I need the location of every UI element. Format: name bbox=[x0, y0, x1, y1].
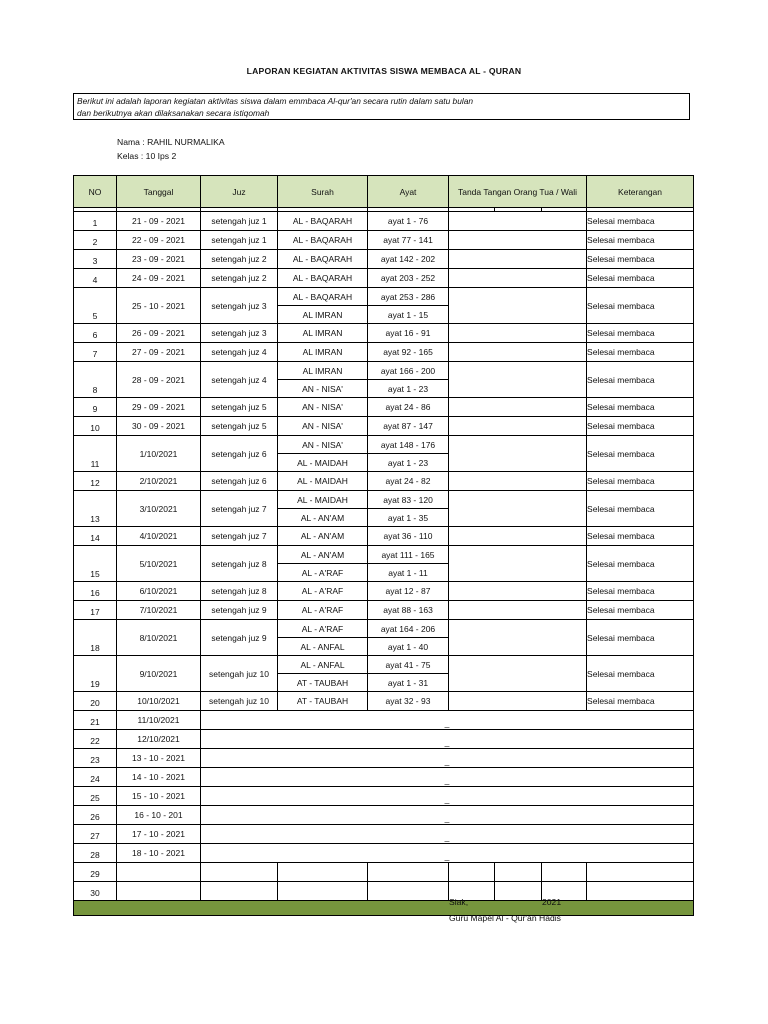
cell-surah: AL - BAQARAH bbox=[278, 231, 368, 250]
cell-tanggal: 25 - 10 - 2021 bbox=[117, 288, 201, 324]
cell-ayat: ayat 1 - 15 bbox=[368, 306, 449, 324]
cell-keterangan: Selesai membaca bbox=[587, 398, 694, 417]
cell-blank bbox=[117, 863, 201, 882]
table-row bbox=[74, 472, 694, 491]
cell-blank bbox=[587, 882, 694, 901]
cell-no: 2 bbox=[74, 231, 117, 250]
cell-blank bbox=[449, 863, 495, 882]
cell-tanggal: 3/10/2021 bbox=[117, 491, 201, 527]
cell-ayat: ayat 32 - 93 bbox=[368, 692, 449, 711]
cell-surah: AL - ANFAL bbox=[278, 638, 368, 656]
cell-juz: setengah juz 9 bbox=[201, 601, 278, 620]
cell-keterangan: Selesai membaca bbox=[587, 692, 694, 711]
cell-surah: AN - NISA' bbox=[278, 380, 368, 398]
cell-no: 25 bbox=[74, 787, 117, 806]
cell-tanggal: 13 - 10 - 2021 bbox=[117, 749, 201, 768]
table-header-row bbox=[74, 176, 694, 208]
cell-merged-blank: _ bbox=[201, 768, 694, 787]
cell-tanda-tangan bbox=[449, 343, 587, 362]
cell-tanggal: 22 - 09 - 2021 bbox=[117, 231, 201, 250]
cell-no: 23 bbox=[74, 749, 117, 768]
cell-surah: AL - A'RAF bbox=[278, 620, 368, 638]
intro-line-2: dan berikutnya akan dilaksanakan secara istiqomah bbox=[77, 108, 270, 118]
cell-no: 7 bbox=[74, 343, 117, 362]
cell-ayat: ayat 148 - 176 bbox=[368, 436, 449, 454]
cell-no: 30 bbox=[74, 882, 117, 901]
cell-no: 18 bbox=[74, 620, 117, 656]
cell-no: 1 bbox=[74, 212, 117, 231]
cell-ayat: ayat 1 - 31 bbox=[368, 674, 449, 692]
table-row bbox=[74, 250, 694, 269]
cell-no: 26 bbox=[74, 806, 117, 825]
cell-ayat: ayat 24 - 82 bbox=[368, 472, 449, 491]
cell-ayat: ayat 166 - 200 bbox=[368, 362, 449, 380]
header-tanda-tangan: Tanda Tangan Orang Tua / Wali bbox=[449, 176, 587, 208]
cell-ayat: ayat 36 - 110 bbox=[368, 527, 449, 546]
cell-surah: AL - AN'AM bbox=[278, 527, 368, 546]
table-row bbox=[74, 787, 694, 806]
cell-keterangan: Selesai membaca bbox=[587, 656, 694, 692]
cell-juz: setengah juz 2 bbox=[201, 250, 278, 269]
cell-tanda-tangan bbox=[449, 269, 587, 288]
table-row bbox=[74, 601, 694, 620]
cell-juz: setengah juz 1 bbox=[201, 212, 278, 231]
signature-year: 2021 bbox=[542, 897, 562, 907]
cell-tanda-tangan bbox=[449, 601, 587, 620]
cell-no: 12 bbox=[74, 472, 117, 491]
cell-ayat: ayat 164 - 206 bbox=[368, 620, 449, 638]
cell-keterangan: Selesai membaca bbox=[587, 417, 694, 436]
table-row bbox=[74, 768, 694, 787]
cell-juz: setengah juz 4 bbox=[201, 362, 278, 398]
cell-tanggal: 21 - 09 - 2021 bbox=[117, 212, 201, 231]
cell-tanggal: 7/10/2021 bbox=[117, 601, 201, 620]
reading-report-table bbox=[73, 175, 694, 916]
cell-surah: AL - BAQARAH bbox=[278, 250, 368, 269]
cell-no: 29 bbox=[74, 863, 117, 882]
cell-juz: setengah juz 2 bbox=[201, 269, 278, 288]
cell-tanggal: 11/10/2021 bbox=[117, 711, 201, 730]
cell-blank bbox=[542, 863, 587, 882]
cell-merged-blank: _ bbox=[201, 711, 694, 730]
table-row bbox=[74, 288, 694, 306]
cell-no: 10 bbox=[74, 417, 117, 436]
cell-ayat: ayat 83 - 120 bbox=[368, 491, 449, 509]
table-row bbox=[74, 749, 694, 768]
cell-tanda-tangan bbox=[449, 491, 587, 527]
table-row bbox=[74, 656, 694, 674]
cell-blank bbox=[201, 882, 278, 901]
cell-tanda-tangan bbox=[449, 250, 587, 269]
cell-juz: setengah juz 6 bbox=[201, 472, 278, 491]
header-tanggal: Tanggal bbox=[117, 176, 201, 208]
cell-no: 21 bbox=[74, 711, 117, 730]
header-surah: Surah bbox=[278, 176, 368, 208]
cell-blank bbox=[368, 863, 449, 882]
table-row bbox=[74, 417, 694, 436]
table-row bbox=[74, 546, 694, 564]
cell-keterangan: Selesai membaca bbox=[587, 231, 694, 250]
cell-ayat: ayat 1 - 40 bbox=[368, 638, 449, 656]
student-info bbox=[117, 135, 225, 163]
cell-surah: AL IMRAN bbox=[278, 343, 368, 362]
cell-tanggal: 24 - 09 - 2021 bbox=[117, 269, 201, 288]
cell-surah: AN - NISA' bbox=[278, 417, 368, 436]
cell-tanggal: 6/10/2021 bbox=[117, 582, 201, 601]
cell-keterangan: Selesai membaca bbox=[587, 601, 694, 620]
cell-surah: AL IMRAN bbox=[278, 362, 368, 380]
cell-tanggal: 15 - 10 - 2021 bbox=[117, 787, 201, 806]
cell-keterangan: Selesai membaca bbox=[587, 582, 694, 601]
cell-juz: setengah juz 7 bbox=[201, 527, 278, 546]
cell-no: 24 bbox=[74, 768, 117, 787]
cell-ayat: ayat 88 - 163 bbox=[368, 601, 449, 620]
cell-no: 16 bbox=[74, 582, 117, 601]
cell-surah: AL IMRAN bbox=[278, 306, 368, 324]
cell-juz: setengah juz 6 bbox=[201, 436, 278, 472]
table-row bbox=[74, 844, 694, 863]
footer-bar-cell bbox=[74, 901, 694, 916]
cell-tanda-tangan bbox=[449, 212, 587, 231]
cell-tanggal: 10/10/2021 bbox=[117, 692, 201, 711]
cell-tanda-tangan bbox=[449, 582, 587, 601]
table-row bbox=[74, 882, 694, 901]
cell-blank bbox=[201, 863, 278, 882]
cell-keterangan: Selesai membaca bbox=[587, 288, 694, 324]
table-row bbox=[74, 269, 694, 288]
cell-surah: AL IMRAN bbox=[278, 324, 368, 343]
cell-juz: setengah juz 10 bbox=[201, 692, 278, 711]
table-row bbox=[74, 730, 694, 749]
student-name: Nama : RAHIL NURMALIKA bbox=[117, 137, 225, 147]
cell-keterangan: Selesai membaca bbox=[587, 324, 694, 343]
cell-surah: AT - TAUBAH bbox=[278, 692, 368, 711]
cell-keterangan: Selesai membaca bbox=[587, 250, 694, 269]
cell-ayat: ayat 1 - 11 bbox=[368, 564, 449, 582]
cell-keterangan: Selesai membaca bbox=[587, 362, 694, 398]
cell-tanda-tangan bbox=[449, 436, 587, 472]
cell-no: 20 bbox=[74, 692, 117, 711]
cell-no: 14 bbox=[74, 527, 117, 546]
cell-surah: AL - MAIDAH bbox=[278, 472, 368, 491]
cell-merged-blank: _ bbox=[201, 844, 694, 863]
cell-no: 15 bbox=[74, 546, 117, 582]
cell-juz: setengah juz 5 bbox=[201, 417, 278, 436]
cell-no: 3 bbox=[74, 250, 117, 269]
cell-tanggal: 4/10/2021 bbox=[117, 527, 201, 546]
cell-tanggal: 17 - 10 - 2021 bbox=[117, 825, 201, 844]
table-row bbox=[74, 343, 694, 362]
cell-blank bbox=[278, 863, 368, 882]
cell-juz: setengah juz 1 bbox=[201, 231, 278, 250]
cell-juz: setengah juz 8 bbox=[201, 582, 278, 601]
cell-ayat: ayat 77 - 141 bbox=[368, 231, 449, 250]
cell-tanda-tangan bbox=[449, 656, 587, 692]
cell-surah: AL - A'RAF bbox=[278, 582, 368, 601]
cell-merged-blank: _ bbox=[201, 825, 694, 844]
cell-tanggal: 9/10/2021 bbox=[117, 656, 201, 692]
header-ayat: Ayat bbox=[368, 176, 449, 208]
cell-juz: setengah juz 5 bbox=[201, 398, 278, 417]
cell-tanda-tangan bbox=[449, 692, 587, 711]
cell-tanda-tangan bbox=[449, 417, 587, 436]
table-row bbox=[74, 436, 694, 454]
cell-keterangan: Selesai membaca bbox=[587, 343, 694, 362]
cell-ayat: ayat 92 - 165 bbox=[368, 343, 449, 362]
cell-ayat: ayat 1 - 23 bbox=[368, 454, 449, 472]
table-row bbox=[74, 620, 694, 638]
cell-blank bbox=[117, 882, 201, 901]
cell-keterangan: Selesai membaca bbox=[587, 546, 694, 582]
cell-tanda-tangan bbox=[449, 324, 587, 343]
cell-merged-blank: _ bbox=[201, 749, 694, 768]
cell-tanggal: 28 - 09 - 2021 bbox=[117, 362, 201, 398]
cell-surah: AL - BAQARAH bbox=[278, 288, 368, 306]
header-juz: Juz bbox=[201, 176, 278, 208]
cell-surah: AL - MAIDAH bbox=[278, 491, 368, 509]
table-footer-bar bbox=[74, 901, 694, 916]
cell-keterangan: Selesai membaca bbox=[587, 491, 694, 527]
cell-blank bbox=[368, 882, 449, 901]
cell-juz: setengah juz 7 bbox=[201, 491, 278, 527]
cell-tanggal: 5/10/2021 bbox=[117, 546, 201, 582]
cell-tanggal: 18 - 10 - 2021 bbox=[117, 844, 201, 863]
cell-blank bbox=[278, 882, 368, 901]
cell-no: 27 bbox=[74, 825, 117, 844]
table-row bbox=[74, 324, 694, 343]
cell-ayat: ayat 16 - 91 bbox=[368, 324, 449, 343]
cell-surah: AL - BAQARAH bbox=[278, 269, 368, 288]
cell-tanda-tangan bbox=[449, 620, 587, 656]
cell-ayat: ayat 142 - 202 bbox=[368, 250, 449, 269]
cell-tanggal: 29 - 09 - 2021 bbox=[117, 398, 201, 417]
table-row bbox=[74, 692, 694, 711]
header-no: NO bbox=[74, 176, 117, 208]
cell-surah: AL - AN'AM bbox=[278, 546, 368, 564]
cell-surah: AN - NISA' bbox=[278, 398, 368, 417]
cell-surah: AL - BAQARAH bbox=[278, 212, 368, 231]
cell-keterangan: Selesai membaca bbox=[587, 472, 694, 491]
cell-tanda-tangan bbox=[449, 231, 587, 250]
cell-ayat: ayat 87 - 147 bbox=[368, 417, 449, 436]
cell-tanda-tangan bbox=[449, 472, 587, 491]
cell-surah: AN - NISA' bbox=[278, 436, 368, 454]
cell-juz: setengah juz 3 bbox=[201, 288, 278, 324]
table-row bbox=[74, 231, 694, 250]
table-row bbox=[74, 362, 694, 380]
cell-no: 28 bbox=[74, 844, 117, 863]
cell-ayat: ayat 253 - 286 bbox=[368, 288, 449, 306]
intro-line-1: Berikut ini adalah laporan kegiatan aktivitas siswa dalam emmbaca Al-qur'an secara rutin dalam satu bulan bbox=[77, 96, 474, 106]
cell-tanggal: 2/10/2021 bbox=[117, 472, 201, 491]
cell-tanda-tangan bbox=[449, 362, 587, 398]
cell-tanda-tangan bbox=[449, 288, 587, 324]
cell-keterangan: Selesai membaca bbox=[587, 269, 694, 288]
cell-no: 19 bbox=[74, 656, 117, 692]
cell-no: 6 bbox=[74, 324, 117, 343]
cell-no: 9 bbox=[74, 398, 117, 417]
cell-juz: setengah juz 8 bbox=[201, 546, 278, 582]
cell-juz: setengah juz 4 bbox=[201, 343, 278, 362]
cell-merged-blank: _ bbox=[201, 787, 694, 806]
intro-box bbox=[73, 93, 690, 120]
cell-no: 11 bbox=[74, 436, 117, 472]
cell-tanggal: 30 - 09 - 2021 bbox=[117, 417, 201, 436]
signature-place: Siak, bbox=[449, 897, 469, 907]
table-row bbox=[74, 212, 694, 231]
cell-surah: AL - A'RAF bbox=[278, 601, 368, 620]
cell-tanda-tangan bbox=[449, 546, 587, 582]
cell-ayat: ayat 24 - 86 bbox=[368, 398, 449, 417]
table-row bbox=[74, 398, 694, 417]
cell-ayat: ayat 111 - 165 bbox=[368, 546, 449, 564]
cell-no: 22 bbox=[74, 730, 117, 749]
table-row bbox=[74, 825, 694, 844]
cell-keterangan: Selesai membaca bbox=[587, 620, 694, 656]
cell-no: 8 bbox=[74, 362, 117, 398]
cell-juz: setengah juz 10 bbox=[201, 656, 278, 692]
cell-surah: AT - TAUBAH bbox=[278, 674, 368, 692]
cell-no: 13 bbox=[74, 491, 117, 527]
cell-tanggal: 8/10/2021 bbox=[117, 620, 201, 656]
page-title: LAPORAN KEGIATAN AKTIVITAS SISWA MEMBACA AL - QURAN bbox=[246, 66, 522, 76]
table-body bbox=[74, 208, 694, 916]
cell-ayat: ayat 41 - 75 bbox=[368, 656, 449, 674]
cell-tanggal: 12/10/2021 bbox=[117, 730, 201, 749]
table-row bbox=[74, 527, 694, 546]
cell-surah: AL - AN'AM bbox=[278, 509, 368, 527]
table-row bbox=[74, 806, 694, 825]
cell-no: 17 bbox=[74, 601, 117, 620]
cell-tanda-tangan bbox=[449, 527, 587, 546]
cell-juz: setengah juz 3 bbox=[201, 324, 278, 343]
cell-blank bbox=[587, 863, 694, 882]
student-class: Kelas : 10 Ips 2 bbox=[117, 151, 177, 161]
cell-ayat: ayat 203 - 252 bbox=[368, 269, 449, 288]
cell-surah: AL - ANFAL bbox=[278, 656, 368, 674]
cell-ayat: ayat 1 - 35 bbox=[368, 509, 449, 527]
cell-keterangan: Selesai membaca bbox=[587, 527, 694, 546]
cell-tanggal: 26 - 09 - 2021 bbox=[117, 324, 201, 343]
cell-ayat: ayat 12 - 87 bbox=[368, 582, 449, 601]
cell-surah: AL - MAIDAH bbox=[278, 454, 368, 472]
cell-no: 4 bbox=[74, 269, 117, 288]
header-keterangan: Keterangan bbox=[587, 176, 694, 208]
cell-tanggal: 14 - 10 - 2021 bbox=[117, 768, 201, 787]
table-row bbox=[74, 582, 694, 601]
signature-role: Guru Mapel Al - Qur'an Hadis bbox=[449, 913, 561, 923]
signature-block bbox=[449, 894, 561, 926]
table-row bbox=[74, 863, 694, 882]
cell-ayat: ayat 1 - 23 bbox=[368, 380, 449, 398]
cell-tanggal: 16 - 10 - 201 bbox=[117, 806, 201, 825]
cell-tanggal: 1/10/2021 bbox=[117, 436, 201, 472]
cell-ayat: ayat 1 - 76 bbox=[368, 212, 449, 231]
cell-no: 5 bbox=[74, 288, 117, 324]
cell-merged-blank: _ bbox=[201, 806, 694, 825]
cell-juz: setengah juz 9 bbox=[201, 620, 278, 656]
cell-keterangan: Selesai membaca bbox=[587, 212, 694, 231]
cell-tanda-tangan bbox=[449, 398, 587, 417]
table-row bbox=[74, 711, 694, 730]
cell-tanggal: 27 - 09 - 2021 bbox=[117, 343, 201, 362]
cell-blank bbox=[495, 863, 542, 882]
cell-surah: AL - A'RAF bbox=[278, 564, 368, 582]
cell-keterangan: Selesai membaca bbox=[587, 436, 694, 472]
table-row bbox=[74, 491, 694, 509]
cell-merged-blank: _ bbox=[201, 730, 694, 749]
cell-tanggal: 23 - 09 - 2021 bbox=[117, 250, 201, 269]
